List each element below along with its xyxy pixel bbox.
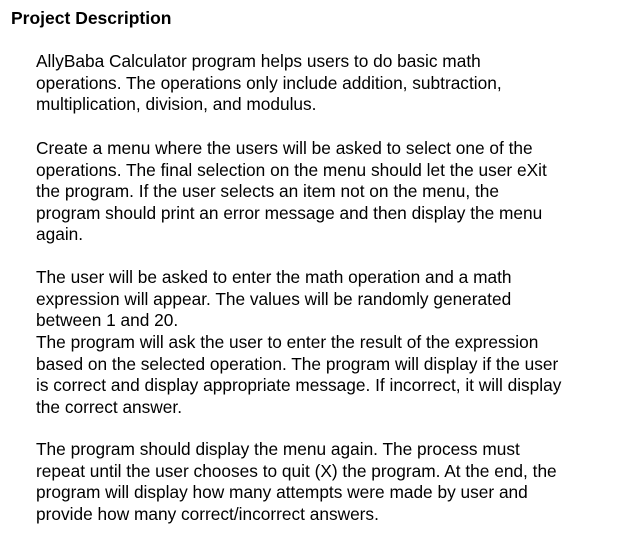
text-line: between 1 and 20. bbox=[36, 310, 179, 331]
text-line: is correct and display appropriate message. If incorrect, it will display bbox=[36, 375, 562, 396]
text-line: Create a menu where the users will be asked to select one of the bbox=[36, 138, 533, 158]
text-line: The program should display the menu again. The process must bbox=[36, 439, 520, 459]
section-title: Project Description bbox=[11, 8, 172, 28]
text-line: again. bbox=[36, 224, 84, 245]
paragraph-repeat bbox=[36, 439, 626, 525]
text-line: provide how many correct/incorrect answers. bbox=[36, 503, 379, 524]
text-line: The program will ask the user to enter the result of the expression bbox=[36, 332, 539, 352]
text-line: program should print an error message and then display the menu bbox=[36, 202, 543, 223]
paragraph-menu bbox=[36, 138, 626, 246]
paragraph-result bbox=[36, 332, 626, 418]
text-line: the correct answer. bbox=[36, 396, 182, 417]
text-line: The user will be asked to enter the math operation and a math bbox=[36, 267, 512, 287]
text-line: operations. The final selection on the menu should let the user eXit bbox=[36, 159, 547, 180]
text-line: repeat until the user chooses to quit (X) the program. At the end, the bbox=[36, 460, 557, 481]
text-line: AllyBaba Calculator program helps users to do basic math bbox=[36, 51, 481, 71]
text-line: multiplication, division, and modulus. bbox=[36, 94, 317, 115]
text-line: program will display how many attempts were made by user and bbox=[36, 482, 528, 503]
text-line: operations. The operations only include addition, subtraction, bbox=[36, 72, 502, 93]
text-line: expression will appear. The values will be randomly generated bbox=[36, 288, 512, 309]
paragraph-overview bbox=[36, 51, 626, 116]
paragraph-expression bbox=[36, 267, 626, 332]
text-line: the program. If the user selects an item not on the menu, the bbox=[36, 181, 500, 202]
text-line: based on the selected operation. The program will display if the user bbox=[36, 353, 559, 374]
